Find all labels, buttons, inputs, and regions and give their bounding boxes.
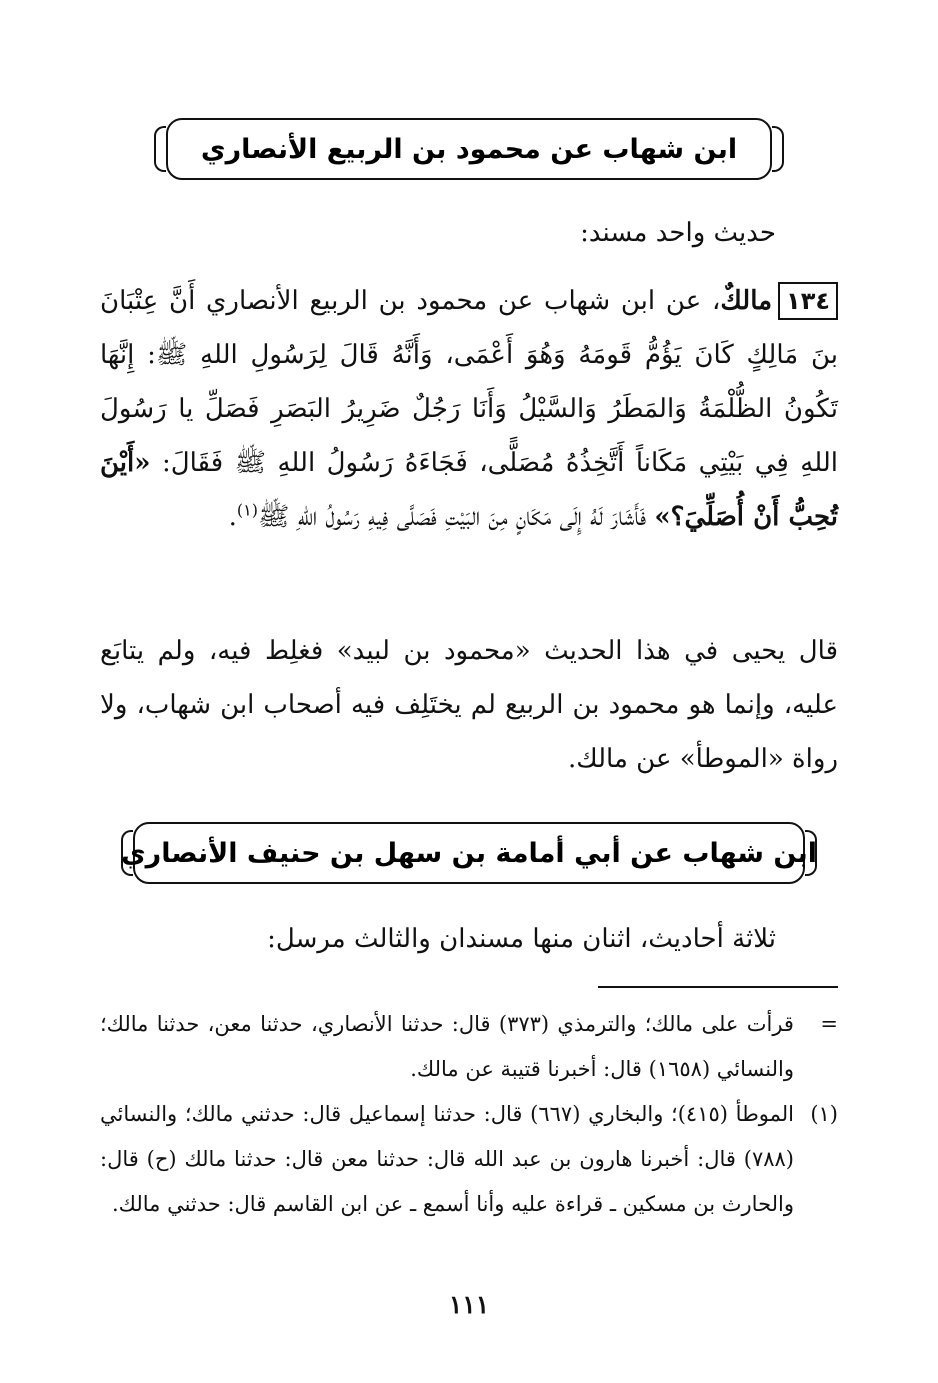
footnote-text: قرأت على مالك؛ والترمذي (٣٧٣) قال: حدثنا الأنصاري، حدثنا معن، حدثنا مالك؛ والنسائي (١٦٥٨) قال: أخبرنا قتيبة عن مالك. [100, 1012, 794, 1081]
hadith-number: ١٣٤ [778, 282, 838, 320]
footnotes [100, 1002, 838, 1227]
section-heading-2 [120, 822, 818, 884]
footnote-continuation [100, 1002, 838, 1092]
hadith-text-after: فَأَشَارَ لَهُ إِلَى مَكَانٍ مِنَ البَيْتِ فَصَلَّى فِيهِ رَسُولُ اللهِ ﷺ [258, 502, 655, 532]
section-heading-1 [166, 118, 772, 180]
section-title-1: ابن شهاب عن محمود بن الربيع الأنصاري [200, 133, 738, 165]
footnote-mark: = [820, 1012, 838, 1036]
commentary-paragraph: قال يحيى في هذا الحديث «محمود بن لبيد» فغلِط فيه، ولم يتابَع عليه، وإنما هو محمود بن الربيع لم يختَلِف فيه أصحاب ابن شهاب، ولا رواة «الموطأ» عن مالك. [100, 636, 838, 774]
footnote-ref: (١) [236, 500, 259, 520]
intro-line-1: حديث واحد مسند: [580, 218, 776, 248]
hadith-paragraph [100, 274, 838, 544]
intro-line-2: ثلاثة أحاديث، اثنان منها مسندان والثالث مرسل: [267, 924, 776, 954]
section-title-2: ابن شهاب عن أبي أمامة بن سهل بن حنيف الأنصاري [120, 837, 818, 869]
hadith-text-before: ، عن ابن شهاب عن محمود بن الربيع الأنصاري أَنَّ عِتْبَانَ بنَ مَالِكٍ كَانَ يَؤُمُّ قَومَهُ وَهُوَ أَعْمَى، وَأَنَّهُ قَالَ لِرَسُولِ اللهِ ﷺ: إِنَّهَا تَكُونُ الظُّلْمَةُ وَالمَطَرُ وَالسَّيْلُ وَأَنَا رَجُلٌ ضَرِيرُ البَصَرِ فَصَلِّ يا رَسُولَ اللهِ فِي بَيْتِي مَكَاناً أَتَّخِذُهُ مُصَلًّى، فَجَاءَهُ رَسُولُ اللهِ ﷺ فَقَالَ: [100, 286, 838, 478]
page-number: ١١١ [448, 1290, 490, 1319]
hadith-quote: «أَيْنَ تُحِبُّ أَنْ أُصَلِّيَ؟» [100, 448, 838, 532]
hadith-end: . [228, 502, 237, 532]
footnote-text: الموطأ (٤١٥)؛ والبخاري (٦٦٧) قال: حدثنا إسماعيل قال: حدثني مالك؛ والنسائي (٧٨٨) قال: أخبرنا هارون بن عبد الله قال: حدثنا معن قال: حدثنا مالك (ح) قال: والحارث بن مسكين ـ قراءة عليه وأنا أسمع ـ عن ابن القاسم قال: حدثني مالك. [100, 1102, 795, 1216]
footnote-divider [598, 986, 838, 988]
footnote-1 [100, 1092, 838, 1227]
footnote-mark: (١) [810, 1102, 838, 1126]
hadith-narrator: مالكٌ [720, 286, 773, 316]
